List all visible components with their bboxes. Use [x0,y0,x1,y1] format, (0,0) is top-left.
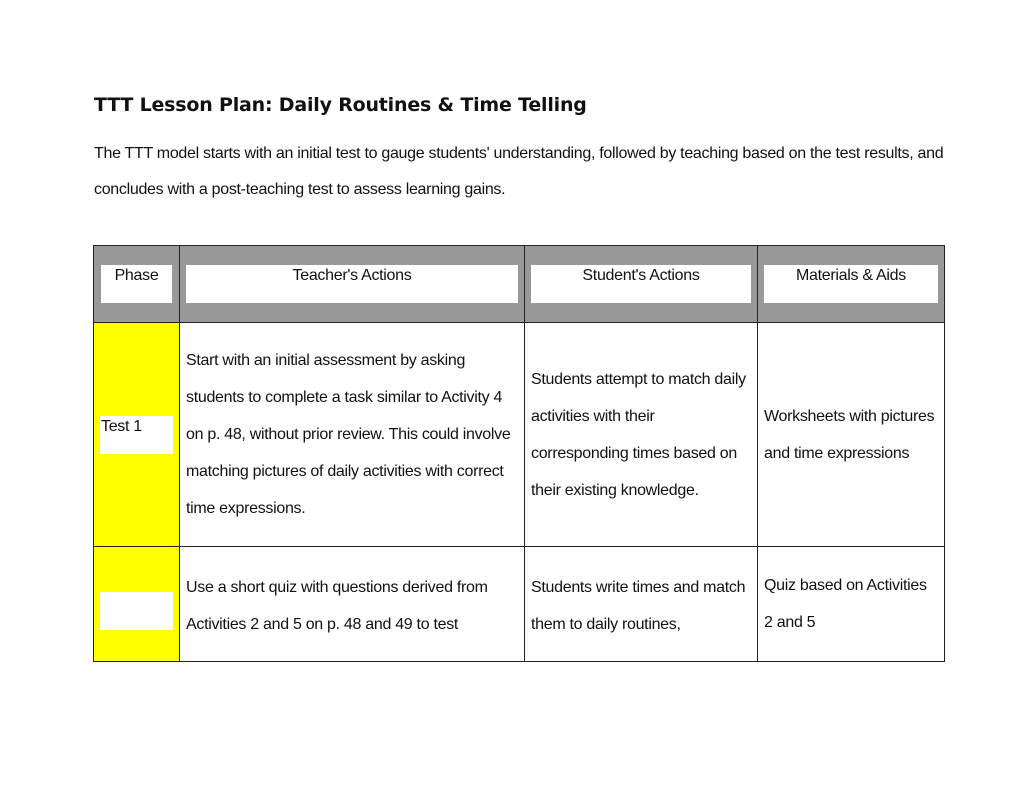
table-row [94,323,945,547]
materials-cell: Quiz based on Activities 2 and 5 [758,547,945,662]
materials-cell: Worksheets with pictures and time expressions [758,323,945,547]
header-teacher-actions: Teacher's Actions [180,246,525,323]
table-row [94,547,945,662]
document-title: TTT Lesson Plan: Daily Routines & Time Telling [94,94,587,116]
phase-label: Test 1 [101,417,142,435]
student-actions-cell: Students attempt to match daily activities with their corresponding times based on their existing knowledge. [525,323,758,547]
phase-cell [94,547,180,662]
phase-cell [94,323,180,547]
header-phase: Phase [94,246,180,323]
teacher-actions-cell: Use a short quiz with questions derived from Activities 2 and 5 on p. 48 and 49 to test [180,547,525,662]
header-student-actions: Student's Actions [525,246,758,323]
intro-paragraph: The TTT model starts with an initial test to gauge students' understanding, followed by teaching based on the test results, and concludes with a post-teaching test to assess learning gains. [94,145,944,198]
student-actions-cell: Students write times and match them to daily routines, [525,547,758,662]
lesson-plan-table [93,245,945,662]
teacher-actions-cell: Start with an initial assessment by asking students to complete a task similar to Activity 4 on p. 48, without prior review. This could involve matching pictures of daily activities with correct time expressions. [180,323,525,547]
header-materials-aids: Materials & Aids [758,246,945,323]
table-header-row [94,246,945,323]
